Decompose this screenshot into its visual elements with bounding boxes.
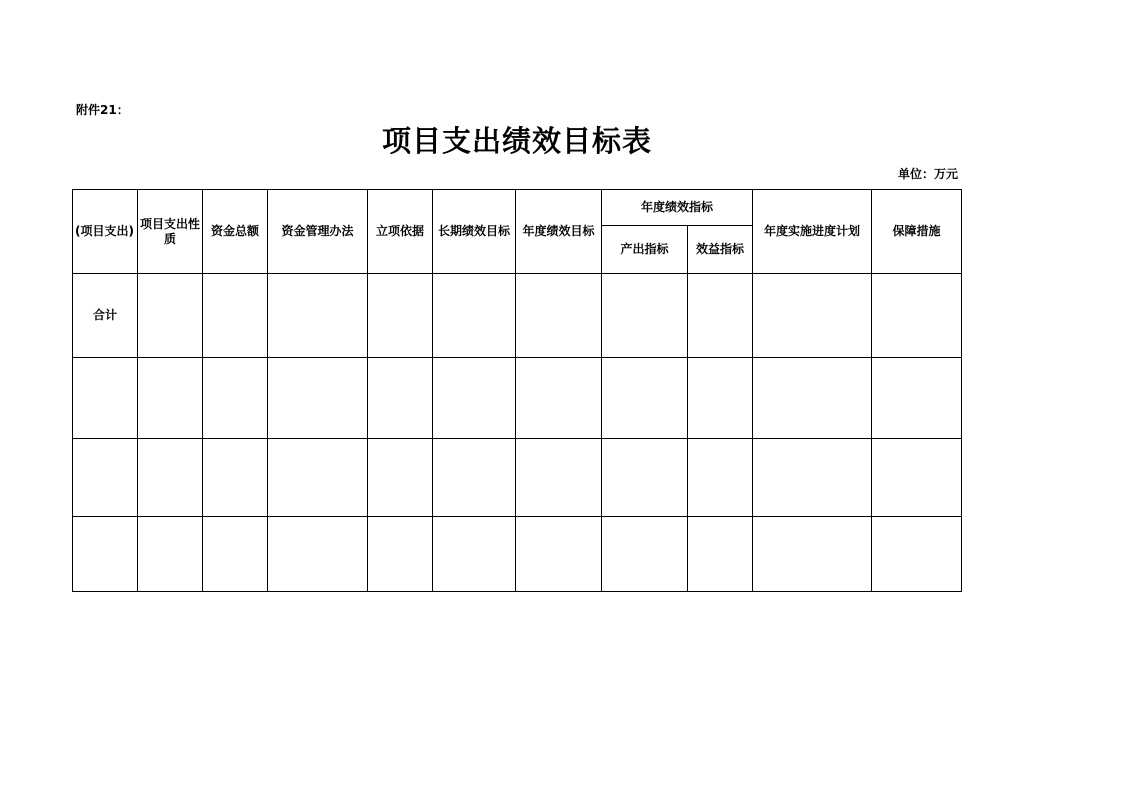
attachment-label: 附件21： [76, 103, 129, 117]
table-cell[interactable] [872, 274, 962, 358]
table-cell[interactable] [602, 358, 688, 439]
table-cell[interactable] [368, 274, 433, 358]
header-long-term-goal: 长期绩效目标 [433, 190, 516, 274]
header-annual-goal: 年度绩效目标 [516, 190, 602, 274]
table-cell[interactable] [73, 517, 138, 592]
unit-label: 单位：万元 [897, 167, 958, 181]
table-cell[interactable] [433, 439, 516, 517]
header-schedule: 年度实施进度计划 [753, 190, 872, 274]
table-cell[interactable] [602, 439, 688, 517]
table-cell[interactable] [688, 439, 753, 517]
page-title: 项目支出绩效目标表 [381, 124, 652, 158]
table-cell[interactable] [872, 517, 962, 592]
table-cell[interactable] [203, 358, 268, 439]
table-cell[interactable] [368, 439, 433, 517]
table-cell[interactable] [368, 358, 433, 439]
header-annual-indicators: 年度绩效指标 [602, 190, 753, 226]
header-benefit-indicator: 效益指标 [688, 226, 753, 274]
table-row [73, 358, 962, 439]
header-project-name: (项目支出) [73, 190, 138, 274]
table-cell[interactable] [203, 517, 268, 592]
table-cell[interactable] [753, 439, 872, 517]
table-cell[interactable] [138, 439, 203, 517]
table-cell[interactable] [753, 358, 872, 439]
table-cell[interactable] [368, 517, 433, 592]
table-cell[interactable] [203, 439, 268, 517]
header-management: 资金管理办法 [268, 190, 368, 274]
header-total-funds: 资金总额 [203, 190, 268, 274]
table-cell[interactable] [433, 358, 516, 439]
table-cell[interactable] [516, 439, 602, 517]
table-cell[interactable] [268, 274, 368, 358]
table-cell[interactable] [268, 517, 368, 592]
header-nature: 项目支出性质 [138, 190, 203, 274]
table-cell[interactable] [203, 274, 268, 358]
table-cell[interactable] [73, 439, 138, 517]
performance-table [72, 189, 962, 592]
table-cell[interactable] [602, 517, 688, 592]
table-cell[interactable] [688, 517, 753, 592]
table-cell[interactable] [268, 358, 368, 439]
table-cell[interactable] [516, 274, 602, 358]
table-cell[interactable] [433, 274, 516, 358]
table-cell[interactable] [433, 517, 516, 592]
table-cell[interactable] [753, 517, 872, 592]
table-cell[interactable] [138, 274, 203, 358]
table-row-total [73, 274, 962, 358]
table-cell[interactable] [872, 439, 962, 517]
header-safeguards: 保障措施 [872, 190, 962, 274]
total-label: 合计 [73, 274, 138, 358]
table-cell[interactable] [688, 274, 753, 358]
table-cell[interactable] [138, 517, 203, 592]
table-cell[interactable] [688, 358, 753, 439]
header-basis: 立项依据 [368, 190, 433, 274]
table-cell[interactable] [753, 274, 872, 358]
table-cell[interactable] [516, 517, 602, 592]
table-cell[interactable] [73, 358, 138, 439]
table-cell[interactable] [268, 439, 368, 517]
table-cell[interactable] [602, 274, 688, 358]
table-cell[interactable] [872, 358, 962, 439]
header-output-indicator: 产出指标 [602, 226, 688, 274]
table-row [73, 439, 962, 517]
table-cell[interactable] [138, 358, 203, 439]
table-cell[interactable] [516, 358, 602, 439]
table-row [73, 517, 962, 592]
